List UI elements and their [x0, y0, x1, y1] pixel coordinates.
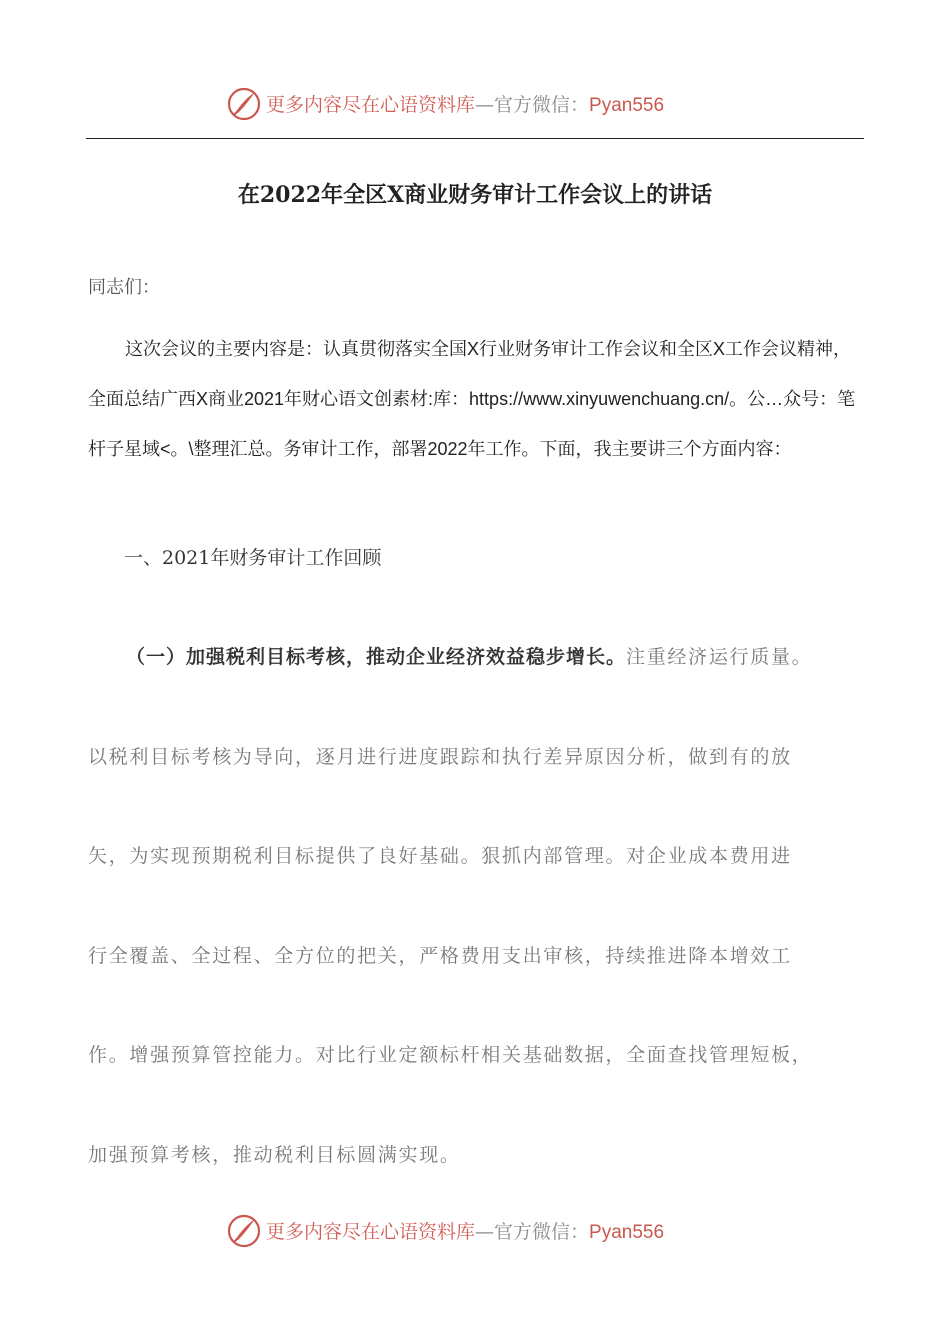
- body-line: 矢，为实现预期税利目标提供了良好基础。狠抓内部管理。对企业成本费用进: [88, 845, 792, 867]
- footer-wechat-label: 官方微信：: [494, 1221, 590, 1243]
- body-line: 加强预算考核，推动税利目标圆满实现。: [88, 1143, 461, 1166]
- banner-dash: —: [475, 94, 495, 116]
- body-line: 作。增强预算管控能力。对比行业定额标杆相关基础数据，全面查找管理短板，: [88, 1044, 813, 1066]
- body-line: [88, 608, 888, 708]
- subsection-lead: （一）加强税利目标考核，推动企业经济效益稳步增长。: [126, 646, 627, 668]
- body-line: 行全覆盖、全过程、全方位的把关，严格费用支出审核，持续推进降本增效工: [88, 944, 792, 967]
- body-line-text: 注重经济运行质量。: [626, 646, 813, 668]
- footer-banner: [0, 1211, 950, 1251]
- page-title: 在2022年全区X商业财务审计工作会议上的讲话: [237, 182, 713, 208]
- banner-wechat-label: 官方微信：: [494, 94, 590, 116]
- header-banner: [0, 84, 950, 124]
- section-heading: 一、2021年财务审计工作回顾: [124, 547, 382, 569]
- quill-logo-icon: [226, 86, 262, 122]
- body-line: 以税利目标考核为导向，逐月进行进度跟踪和执行差异原因分析，做到有的放: [88, 745, 792, 768]
- footer-wechat-id: Pyan556: [589, 1222, 665, 1243]
- salutation: 同志们：: [88, 277, 160, 298]
- quill-logo-icon: [226, 1213, 262, 1249]
- banner-wechat-id: Pyan556: [589, 95, 665, 116]
- subsection-body: [88, 608, 888, 1205]
- footer-dash: —: [475, 1221, 495, 1243]
- footer-site-text: 更多内容尽在心语资料库: [266, 1221, 476, 1243]
- intro-paragraph: 这次会议的主要内容是：认真贯彻落实全国X行业财务审计工作会议和全区X工作会议精神，全面总结广西X商业2021年财心语文创素材:库：https://www.xinyuwenchuang.cn/。公…众号：笔杆子星域<。\整理汇总。务审计工作，部署2022年工作。下面，我主要讲三个方面内容：: [88, 339, 856, 459]
- banner-site-text: 更多内容尽在心语资料库: [266, 94, 476, 116]
- header-divider: [86, 138, 864, 139]
